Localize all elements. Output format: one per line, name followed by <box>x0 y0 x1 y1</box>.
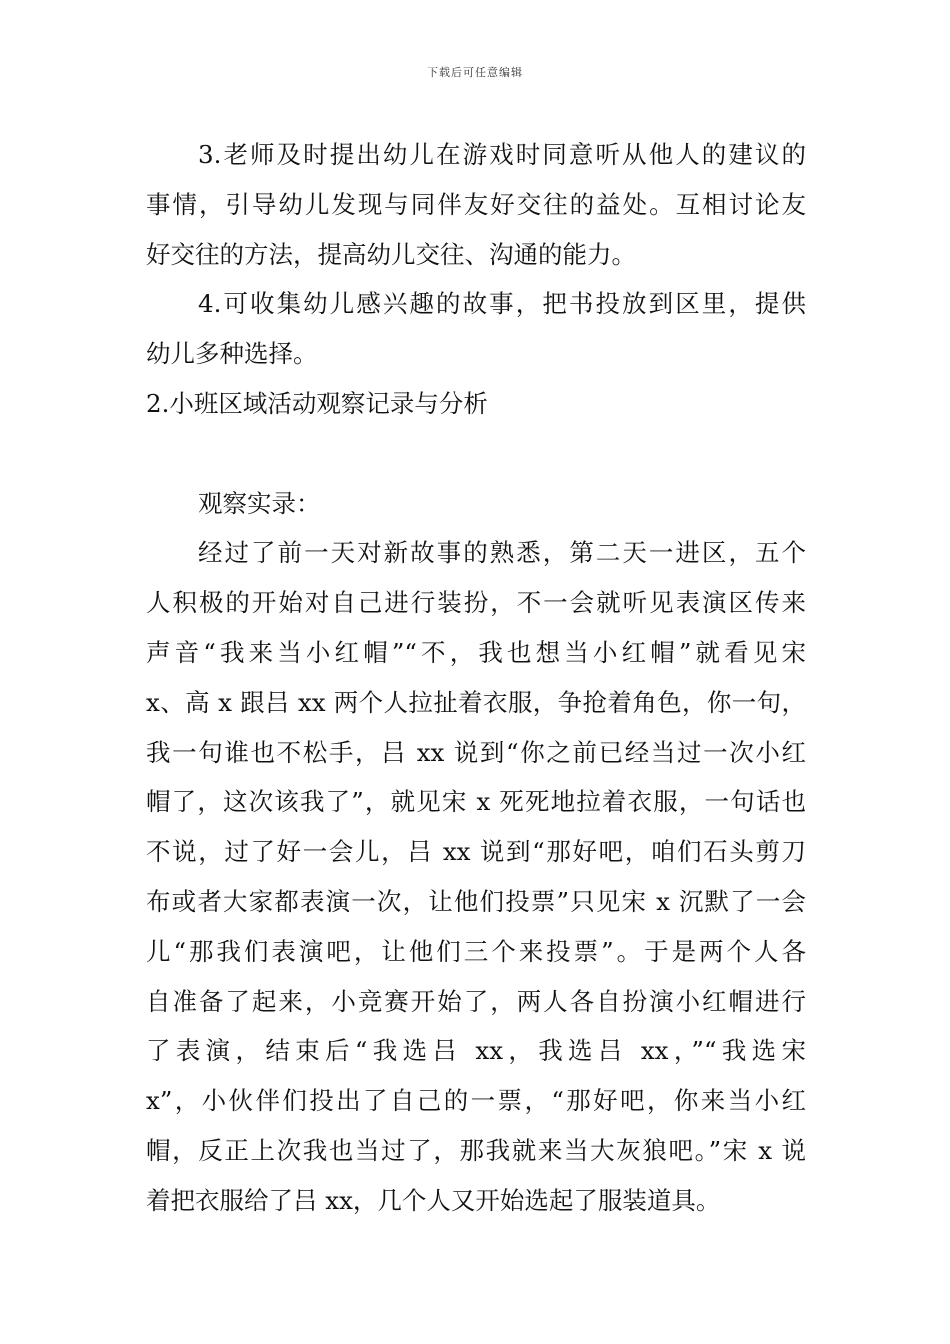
text-line: 帽了，这次该我了”，就见宋 x 死死地拉着衣服，一句话也 <box>146 787 806 817</box>
text-line: 了表演，结束后“我选吕 xx，我选吕 xx，”“我选宋 <box>146 1036 806 1066</box>
text-line: x、高 x 跟吕 xx 两个人拉扯着衣服，争抢着角色，你一句， <box>146 687 806 717</box>
text-line: 着把衣服给了吕 xx，几个人又开始选起了服装道具。 <box>146 1185 721 1215</box>
text-line: 帽，反正上次我也当过了，那我就来当大灰狼吧。”宋 x 说 <box>146 1135 806 1165</box>
text-line: 声音“我来当小红帽”“不，我也想当小红帽”就看见宋 <box>146 637 806 667</box>
page-header: 下载后可任意编辑 <box>427 66 523 79</box>
text-line: 3.老师及时提出幼儿在游戏时同意听从他人的建议的 <box>198 140 806 169</box>
text-line: 事情，引导幼儿发现与同伴友好交往的益处。互相讨论友 <box>146 189 806 219</box>
text-line: 自准备了起来，小竞赛开始了，两人各自扮演小红帽进行 <box>146 986 806 1016</box>
blank-line <box>146 429 806 479</box>
section-heading: 2.小班区域活动观察记录与分析 <box>146 388 488 418</box>
text-line: 儿“那我们表演吧，让他们三个来投票”。于是两个人各 <box>146 936 806 966</box>
text-line: 我一句谁也不松手，吕 xx 说到“你之前已经当过一次小红 <box>146 737 806 767</box>
text-line: 经过了前一天对新故事的熟悉，第二天一进区，五个 <box>198 538 806 568</box>
text-line: 好交往的方法，提高幼儿交往、沟通的能力。 <box>146 239 636 269</box>
paragraph-collect-stories <box>146 279 806 379</box>
paragraph-observation-record <box>146 528 806 1225</box>
observation-label: 观察实录： <box>198 488 321 518</box>
text-line: 不说，过了好一会儿，吕 xx 说到“那好吧，咱们石头剪刀 <box>146 837 806 867</box>
text-line: 幼儿多种选择。 <box>146 339 318 369</box>
text-line: 4.可收集幼儿感兴趣的故事，把书投放到区里，提供 <box>198 289 806 319</box>
text-line: 布或者大家都表演一次，让他们投票”只见宋 x 沉默了一会 <box>146 886 806 916</box>
paragraph-teacher-suggestion <box>146 130 806 279</box>
text-line: 人积极的开始对自己进行装扮，不一会就听见表演区传来 <box>146 588 806 618</box>
text-line: x”，小伙伴们投出了自己的一票，“那好吧，你来当小红 <box>146 1086 806 1116</box>
document-body <box>146 130 806 1226</box>
